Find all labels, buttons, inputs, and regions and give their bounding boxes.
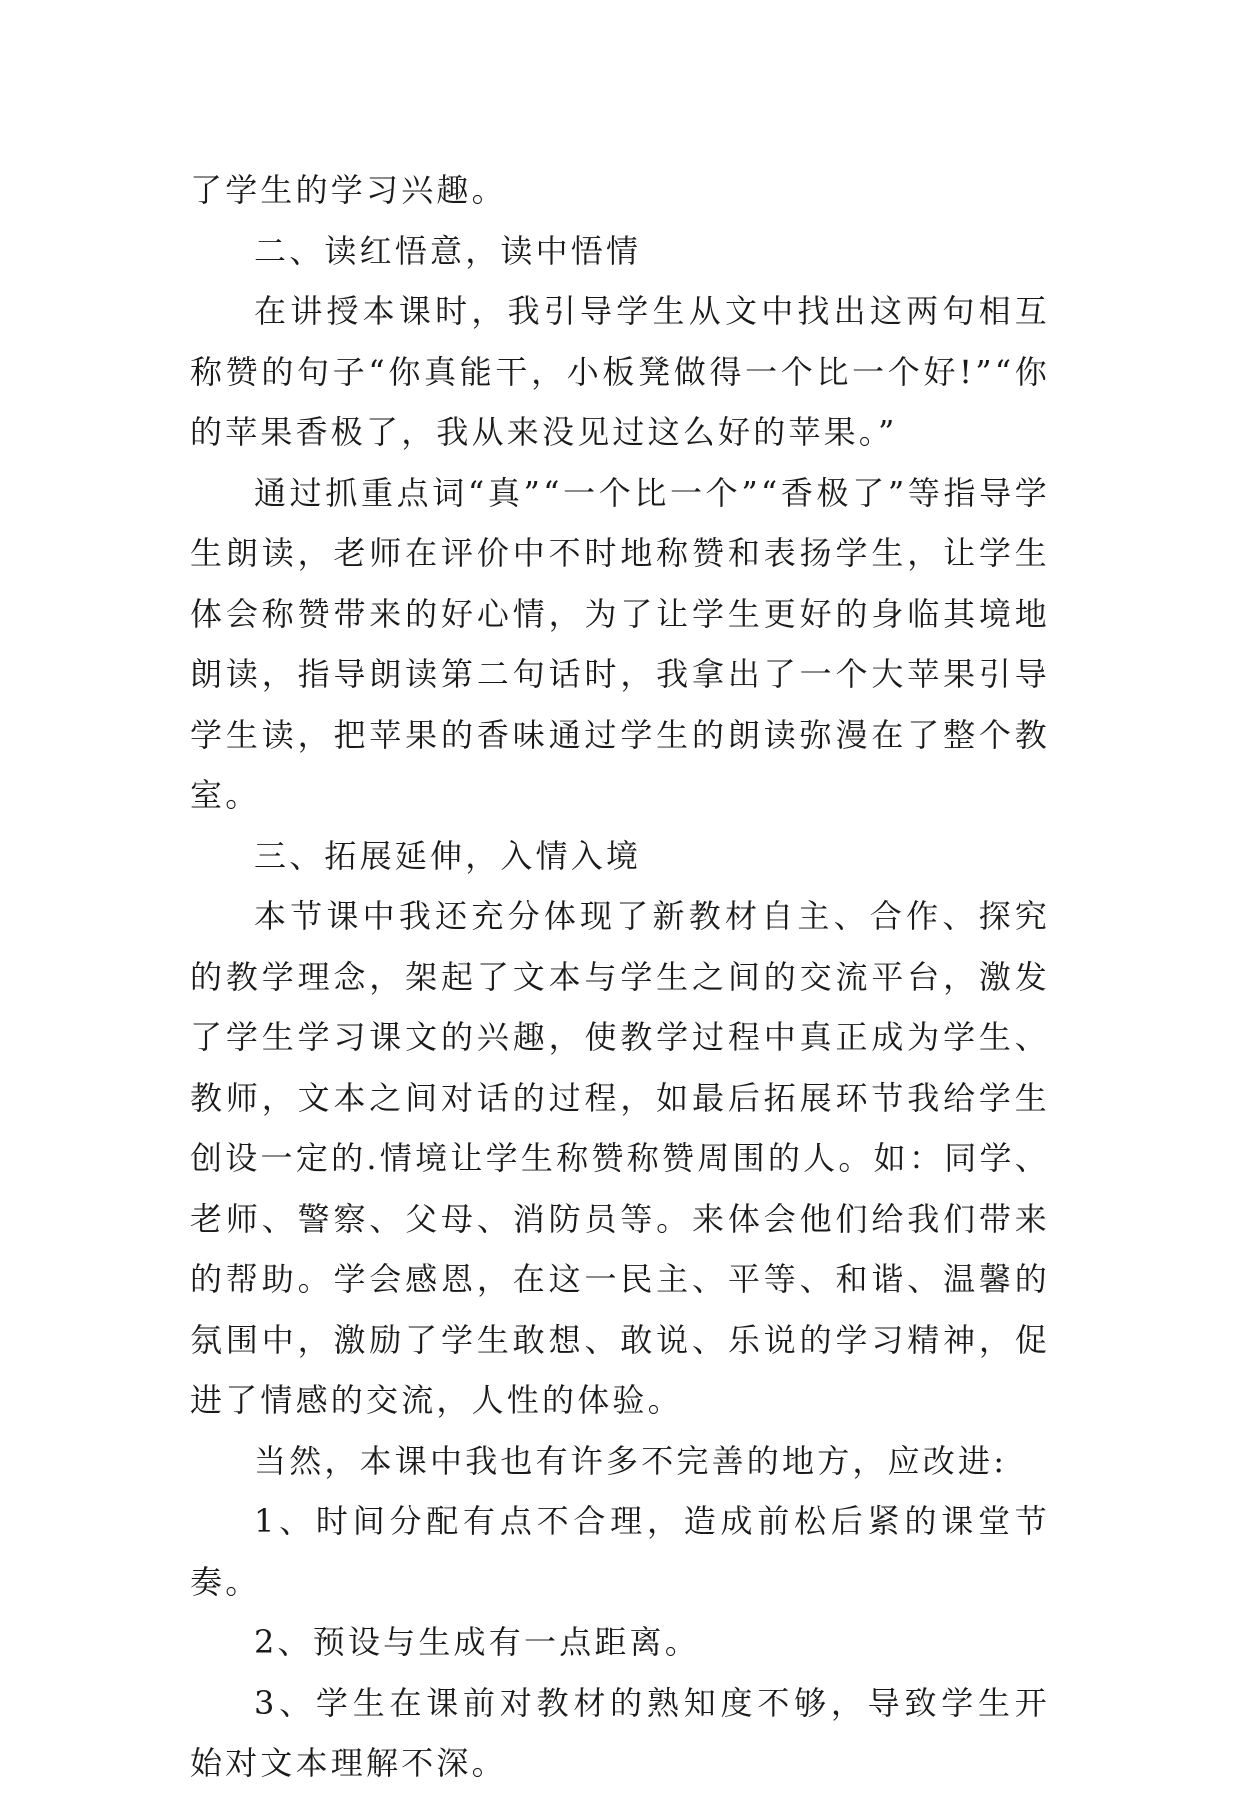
list-item: 2、预设与生成有一点距离。 — [254, 1623, 700, 1661]
document-body — [190, 160, 1050, 1794]
section-heading-3: 三、拓展延伸，入情入境 — [254, 836, 642, 875]
paragraph: 通过抓重点词“真”“一个比一个”“香极了”等指导学生朗读，老师在评价中不时地称赞和表扬学生，让学生体会称赞带来的好心情，为了让学生更好的身临其境地朗读，指导朗读第二句话时，我拿出了一个大苹果引导学生读，把苹果的香味通过学生的朗读弥漫在了整个教室。 — [190, 473, 1050, 814]
list-item: 1、时间分配有点不合理，造成前松后紧的课堂节奏。 — [190, 1502, 1050, 1601]
list-item: 3、学生在课前对教材的熟知度不够，导致学生开始对文本理解不深。 — [190, 1683, 1050, 1782]
paragraph: 本节课中我还充分体现了新教材自主、合作、探究的教学理念，架起了文本与学生之间的交流平台，激发了学生学习课文的兴趣，使教学过程中真正成为学生、教师，文本之间对话的过程，如最后拓展环节我给学生创设一定的.情境让学生称赞称赞周围的人。如：同学、老师、警察、父母、消防员等。来体会他们给我们带来的帮助。学会感恩，在这一民主、平等、和谐、温馨的氛围中，激励了学生敢想、敢说、乐说的学习精神，促进了情感的交流，人性的体验。 — [190, 897, 1050, 1419]
paragraph: 在讲授本课时，我引导学生从文中找出这两句相互称赞的句子“你真能干，小板凳做得一个比一个好!”“你的苹果香极了，我从来没见过这么好的苹果。” — [190, 292, 1050, 451]
paragraph: 当然，本课中我也有许多不完善的地方，应改进: — [254, 1441, 1008, 1480]
paragraph-continuation: 了学生的学习兴趣。 — [190, 171, 507, 209]
section-heading-2: 二、读红悟意，读中悟情 — [254, 231, 642, 270]
